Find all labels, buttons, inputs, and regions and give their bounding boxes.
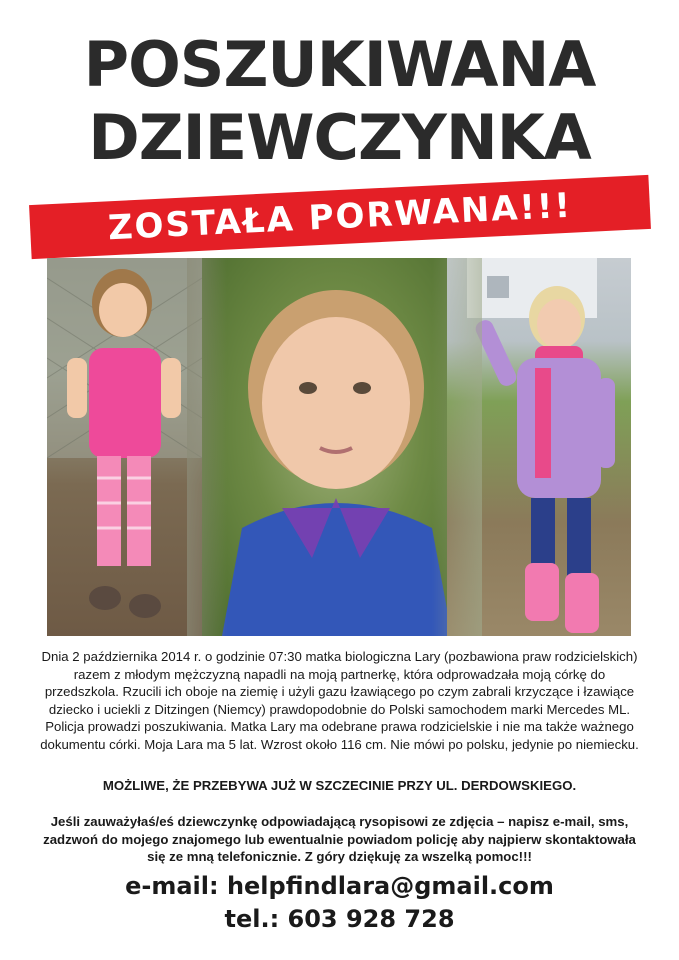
possible-location-note: MOŻLIWE, ŻE PRZEBYWA JUŻ W SZCZECINIE PRZY UL. DERDOWSKIEGO. bbox=[102, 778, 577, 793]
banner-text: ZOSTAŁA PORWANA!!! bbox=[107, 185, 573, 249]
photo-blend-right bbox=[432, 258, 482, 636]
contact-phone: tel.: 603 928 728 bbox=[224, 905, 455, 933]
photo-girl-closeup bbox=[202, 258, 470, 636]
help-appeal: Jeśli zauważyłaś/eś dziewczynkę odpowiadającą rysopisowi ze zdjęcia – napisz e-mail, sms, zadzwoń do mojego znajomego lub ewentualnie powiadom policję aby najpierw skontaktowała się ze mną telefonicznie. Z góry dziękuję za wszelką pomoc!!! bbox=[43, 814, 636, 865]
kidnapped-banner bbox=[29, 175, 651, 259]
photo-left-illustration bbox=[47, 258, 202, 636]
photo-blend-left bbox=[187, 258, 227, 636]
photo-mid-illustration bbox=[202, 258, 470, 636]
contact-email: e-mail: helpfindlara@gmail.com bbox=[125, 872, 554, 900]
incident-description: Dnia 2 października 2014 r. o godzinie 07:30 matka biologiczna Lary (pozbawiona praw rodzicielskich) razem z młodym mężczyzną napadli na moją partnerkę, która odprowadzała moją córkę do przedszkola. Rzucili ich oboje na ziemię i użyli gazu łzawiącego po czym zabrali krzyczące i łzawiące dziecko i uciekli z Ditzingen (Niemcy) prawdopodobnie do Polski samochodem marki Mercedes ML. Policja prowadzi poszukiwania. Matka Lary ma odebrane prawa rodzicielskie i nie ma także ważnego dokumentu córki. Moja Lara ma 5 lat. Wzrost około 116 cm. Nie mówi po polsku, jedynie po niemiecku. bbox=[40, 649, 639, 752]
photo-girl-pink-outfit bbox=[47, 258, 202, 636]
photo-collage bbox=[47, 258, 631, 636]
title-line-2: DZIEWCZYNKA bbox=[88, 101, 591, 174]
title-line-1: POSZUKIWANA bbox=[83, 28, 596, 101]
